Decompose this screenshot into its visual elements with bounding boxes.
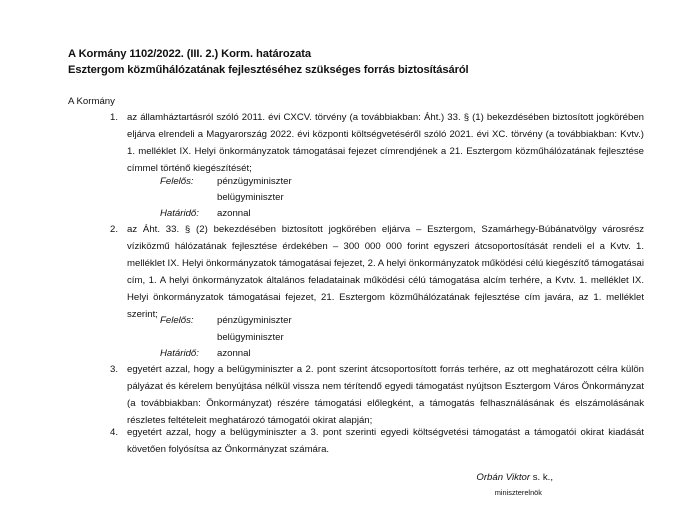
- intro-text: A Kormány: [68, 96, 115, 107]
- deadline-value: azonnal: [217, 208, 251, 219]
- responsible-value: pénzügyminiszter: [217, 176, 292, 187]
- signatory-suffix: s. k.,: [530, 472, 553, 483]
- list-item-4: [110, 424, 644, 458]
- item-text: egyetért azzal, hogy a belügyminiszter a 2. pont szerint átcsoportosított forrás terhére, az ott meghatározott célra külön pályázat és kérelem benyújtása nélkül vissza nem térítendő egyedi támogatást nyújtson Esztergom Város Önkormányzat (a továbbiakban: Önkormányzat) részére támogatási előlegként, a támogatás felhasználásának és elszámolásának részletes feltételeit meghatározó támogatói okirat alapján;: [127, 364, 644, 426]
- list-item-1: [110, 109, 644, 177]
- responsible-label: Felelős:: [160, 315, 194, 326]
- signature-name: [0, 472, 553, 484]
- document-title: [68, 46, 668, 78]
- responsible-value: belügyminiszter: [217, 332, 284, 343]
- list-item-3: [110, 361, 644, 429]
- item-text: egyetért azzal, hogy a belügyminiszter a 3. pont szerinti egyedi költségvetési támogatást a támogatói okirat kiadását követően folyósítsa az Önkormányzat számára.: [127, 427, 644, 455]
- item-text: az Áht. 33. § (2) bekezdésében biztosított jogkörében eljárva – Esztergom, Szamárhegy-Búbánatvölgy városrész víziközmű hálózatának fejlesztése érdekében – 300 000 000 forint egyszeri átcsoportosítását rendeli el a Kvtv. 1. melléklet IX. Helyi önkormányzatok támogatásai fejezet, 2. A helyi önkormányzatok működési célú kiegészítő támogatásai cím, 1. A helyi önkormányzatok általános feladatainak működési célú támogatása alcím terhére, a Kvtv. 1. melléklet IX. Helyi önkormányzatok támogatásai fejezet, 21. Esztergom közműhálózatának fejlesztése cím javára, az 1. melléklet szerint;: [127, 224, 644, 320]
- title-line-2: Esztergom közműhálózatának fejlesztéséhez szükséges forrás biztosításáról: [68, 64, 469, 76]
- deadline-value: azonnal: [217, 348, 251, 359]
- list-item-2: [110, 221, 644, 323]
- item-number: 1.: [110, 112, 119, 123]
- responsible-label: Felelős:: [160, 176, 194, 187]
- item-text: az államháztartásról szóló 2011. évi CXCV. törvény (a továbbiakban: Áht.) 33. § (1) bekezdésében biztosított jogkörében eljárva elrendeli a Magyarország 2022. évi központi költségvetéséről szóló 2021. évi XC. törvény (a továbbiakban: Kvtv.) 1. melléklet IX. Helyi önkormányzatok támogatásai fejezet címrendjének a 21. Esztergom közműhálózatának fejlesztése címmel történő kiegészítését;: [127, 112, 644, 174]
- responsible-value: belügyminiszter: [217, 192, 284, 203]
- title-line-1: A Kormány 1102/2022. (III. 2.) Korm. határozata: [68, 48, 311, 60]
- deadline-label: Határidő:: [160, 348, 199, 359]
- responsible-value: pénzügyminiszter: [217, 315, 292, 326]
- item-number: 3.: [110, 364, 119, 375]
- signatory-role: miniszterelnök: [494, 488, 542, 497]
- item-number: 2.: [110, 224, 119, 235]
- deadline-label: Határidő:: [160, 208, 199, 219]
- item-number: 4.: [110, 427, 119, 438]
- signatory-name: Orbán Viktor: [476, 472, 531, 483]
